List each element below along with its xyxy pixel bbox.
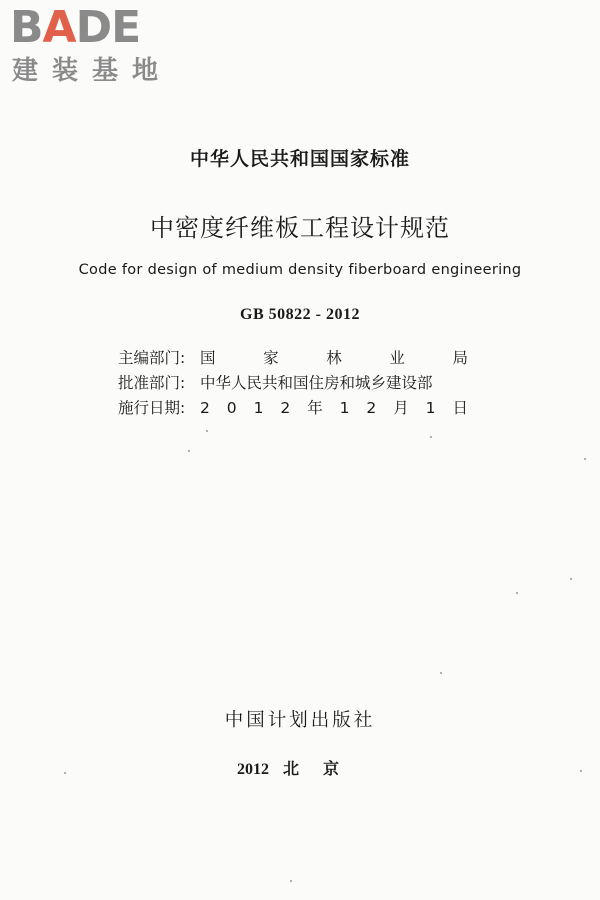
standard-type: 中华人民共和国国家标准 [189,148,410,170]
standard-info [118,346,468,421]
scan-speck [430,436,432,438]
info-value-editor: 国 家 林 业 局 [200,349,468,367]
publication-place [0,756,600,779]
scan-speck [516,592,518,594]
info-row-approver [118,371,468,396]
info-value-approver: 中华人民共和国住房和城乡建设部 [200,374,433,392]
publication-city: 北京 [282,759,363,778]
title-english: Code for design of medium density fiberboard engineering [78,262,522,278]
logo-accent-a: A [42,2,76,53]
publisher-name: 中国计划出版社 [224,710,376,731]
scan-speck [290,880,292,882]
scan-speck [584,458,586,460]
scan-speck [570,578,572,580]
scan-speck [580,770,582,772]
info-label: 批准部门: [118,374,186,392]
info-label: 主编部门: [118,349,186,367]
logo-wordmark: BADE [10,2,141,53]
info-value-date: 2 0 1 2 年 1 2 月 1 日 [200,399,468,417]
scan-speck [64,772,66,774]
standard-code: GB 50822 - 2012 [240,306,360,323]
info-row-editor [118,346,468,371]
bade-logo [10,2,180,86]
scan-speck [188,450,190,452]
info-label: 施行日期: [118,399,186,417]
publication-year: 2012 [236,761,269,778]
scan-speck [440,672,442,674]
info-row-effective-date [118,396,468,421]
title-chinese: 中密度纤维板工程设计规范 [150,214,450,242]
scan-speck [206,430,208,432]
logo-subtitle: 建装基地 [12,56,173,86]
